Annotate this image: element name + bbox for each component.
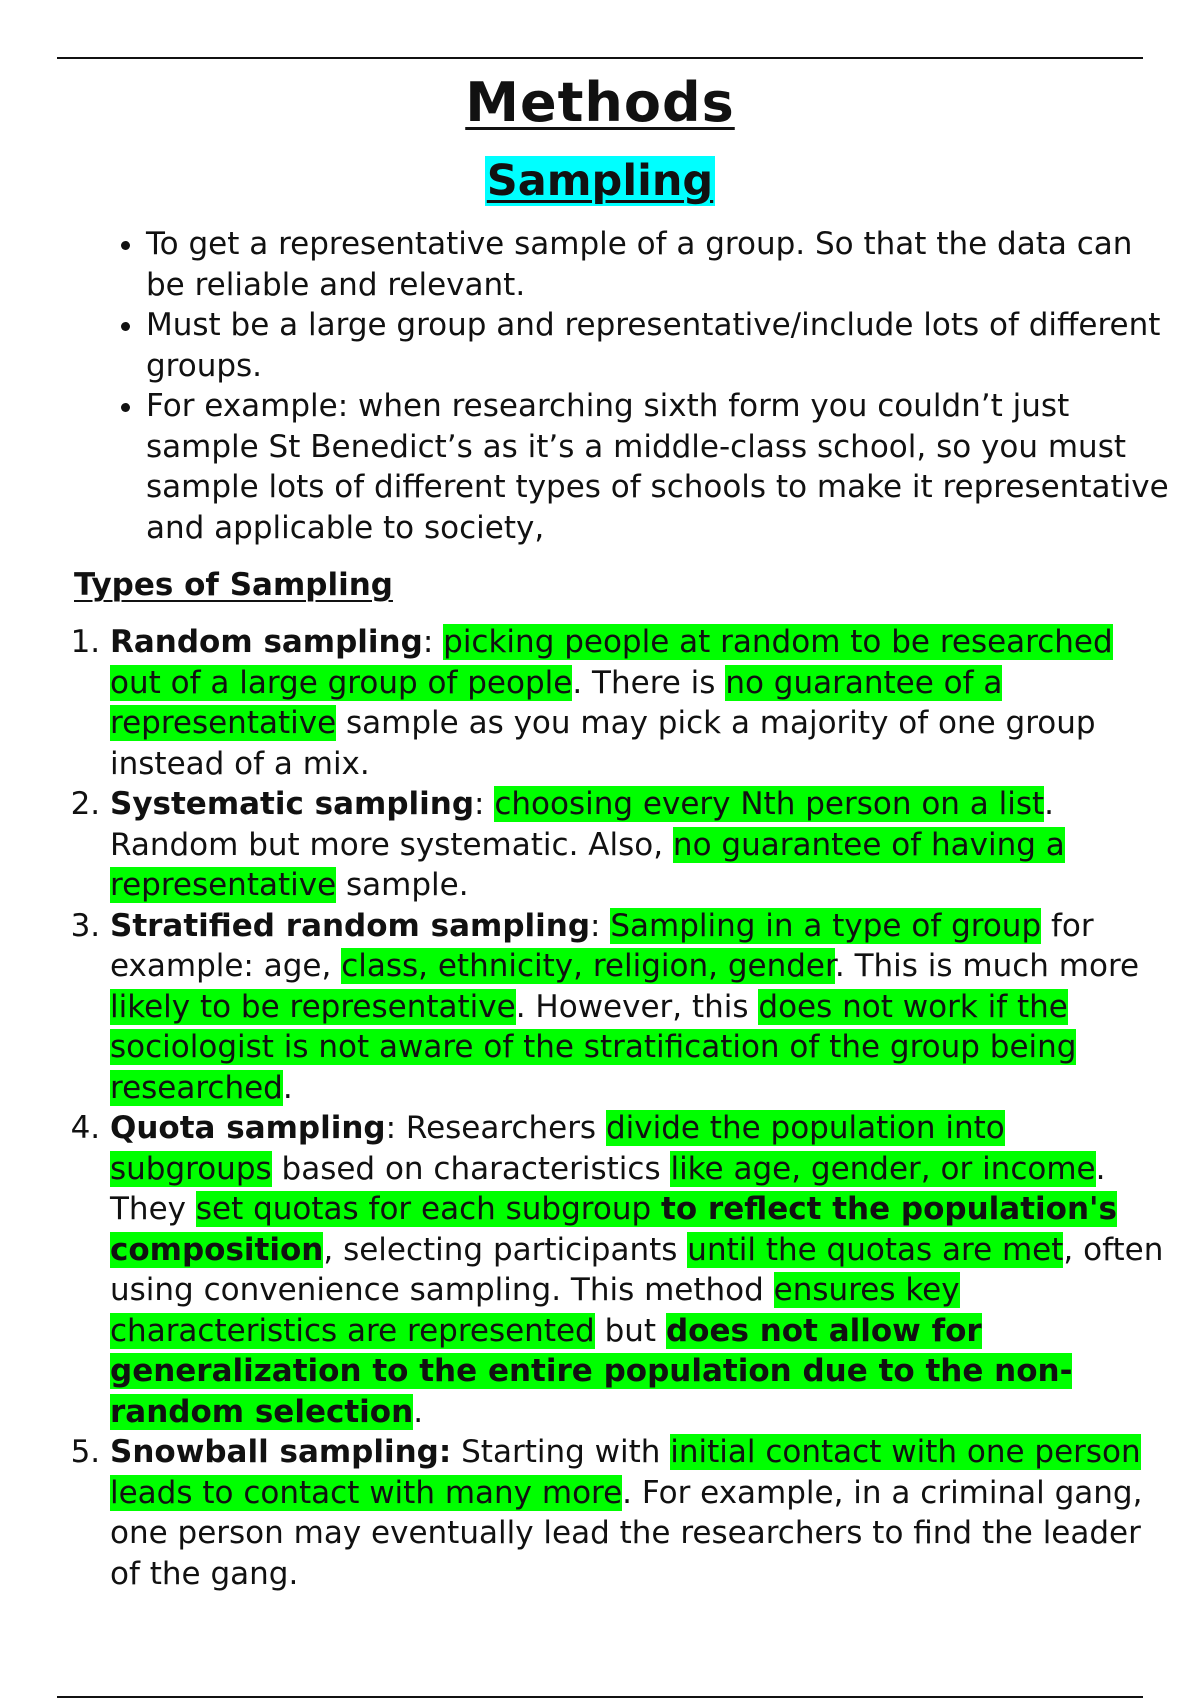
top-rule [57, 57, 1143, 59]
bullet-item: • For example: when researching sixth form you couldn’t just sample St Benedict’s as it’s a middle-class school, so you must sample lots of different types of schools to make it representative and applicable to society, [146, 386, 1176, 548]
text-segment: . There is [572, 664, 726, 701]
bold-term: Stratified random sampling [110, 907, 591, 944]
text-segment: , selecting participants [323, 1231, 688, 1268]
text-segment: Starting with [451, 1434, 671, 1470]
highlighted-text: initial contact with one person leads to contact with many more [110, 1434, 1141, 1511]
types-heading: Types of Sampling [74, 567, 393, 603]
section-title-sampling: Sampling [486, 156, 714, 206]
text-segment: sample. [336, 867, 469, 903]
text-segment: : [590, 907, 611, 944]
highlighted-text: does not allow for generalization to the entire population due to the non-random selection [110, 1312, 1073, 1430]
bold-term: Quota sampling [110, 1110, 386, 1146]
sampling-type-item [110, 1432, 1170, 1594]
text-segment: , often using convenience sampling. This method [110, 1231, 1164, 1308]
bullet-item: • To get a representative sample of a group. So that the data can be reliable and relevant. [146, 224, 1176, 305]
bold-term: Random sampling [110, 624, 423, 660]
highlighted-text: Sampling in a type of group [610, 907, 1042, 944]
text-segment: but [594, 1312, 666, 1349]
highlighted-text: choosing every Nth person on a list [494, 786, 1045, 822]
highlighted-text: no guarantee of a representative [110, 664, 1003, 741]
page-title: Methods [465, 71, 735, 134]
highlighted-text: likely to be representative [110, 988, 516, 1025]
text-segment: . This is much more [834, 948, 1140, 984]
text-segment: : [474, 786, 495, 822]
highlighted-text: ensures key characteristics are represented [110, 1272, 960, 1349]
highlighted-text: picking people at random to be researched out of a large group of people [110, 624, 1113, 701]
text-segment: sample as you may pick a majority of one group instead of a mix. [110, 705, 1096, 782]
types-list [72, 622, 1170, 1594]
sampling-type-item [110, 622, 1170, 784]
text-segment: based on characteristics [271, 1150, 671, 1187]
text-segment: . However, this [515, 988, 759, 1025]
highlighted-text: like age, gender, or income [670, 1150, 1096, 1187]
text-segment: . [282, 1069, 293, 1106]
sampling-type-item [110, 1108, 1170, 1432]
sampling-type-item [110, 784, 1170, 906]
text-segment: : [422, 624, 444, 660]
highlighted-text: to reflect the population's composition [110, 1191, 1117, 1268]
highlighted-text: set quotas for each subgroup [195, 1191, 661, 1227]
text-segment: . [413, 1393, 424, 1430]
text-segment: for example: age, [110, 907, 1094, 984]
bullet-item: • Must be a large group and representative/include lots of different groups. [146, 305, 1176, 386]
text-segment: : Researchers [385, 1110, 606, 1146]
bottom-rule [57, 1696, 1143, 1698]
bold-term: Snowball sampling: [110, 1434, 452, 1470]
text-segment: . Random but more systematic. Also, [110, 786, 1055, 863]
text-segment: . For example, in a criminal gang, one person may eventually lead the researchers to find the leader of the gang. [110, 1474, 1143, 1592]
highlighted-text: does not work if the sociologist is not aware of the stratification of the group being researched [110, 988, 1077, 1106]
bullet-list [100, 224, 1176, 548]
sampling-type-item [110, 906, 1170, 1109]
highlighted-text: until the quotas are met [687, 1231, 1064, 1268]
text-segment: . They [110, 1150, 1106, 1227]
highlighted-text: no guarantee of having a representative [110, 826, 1065, 903]
bold-term: Systematic sampling [110, 786, 475, 822]
highlighted-text: divide the population into subgroups [110, 1110, 1005, 1187]
highlighted-text: class, ethnicity, religion, gender [341, 948, 835, 984]
